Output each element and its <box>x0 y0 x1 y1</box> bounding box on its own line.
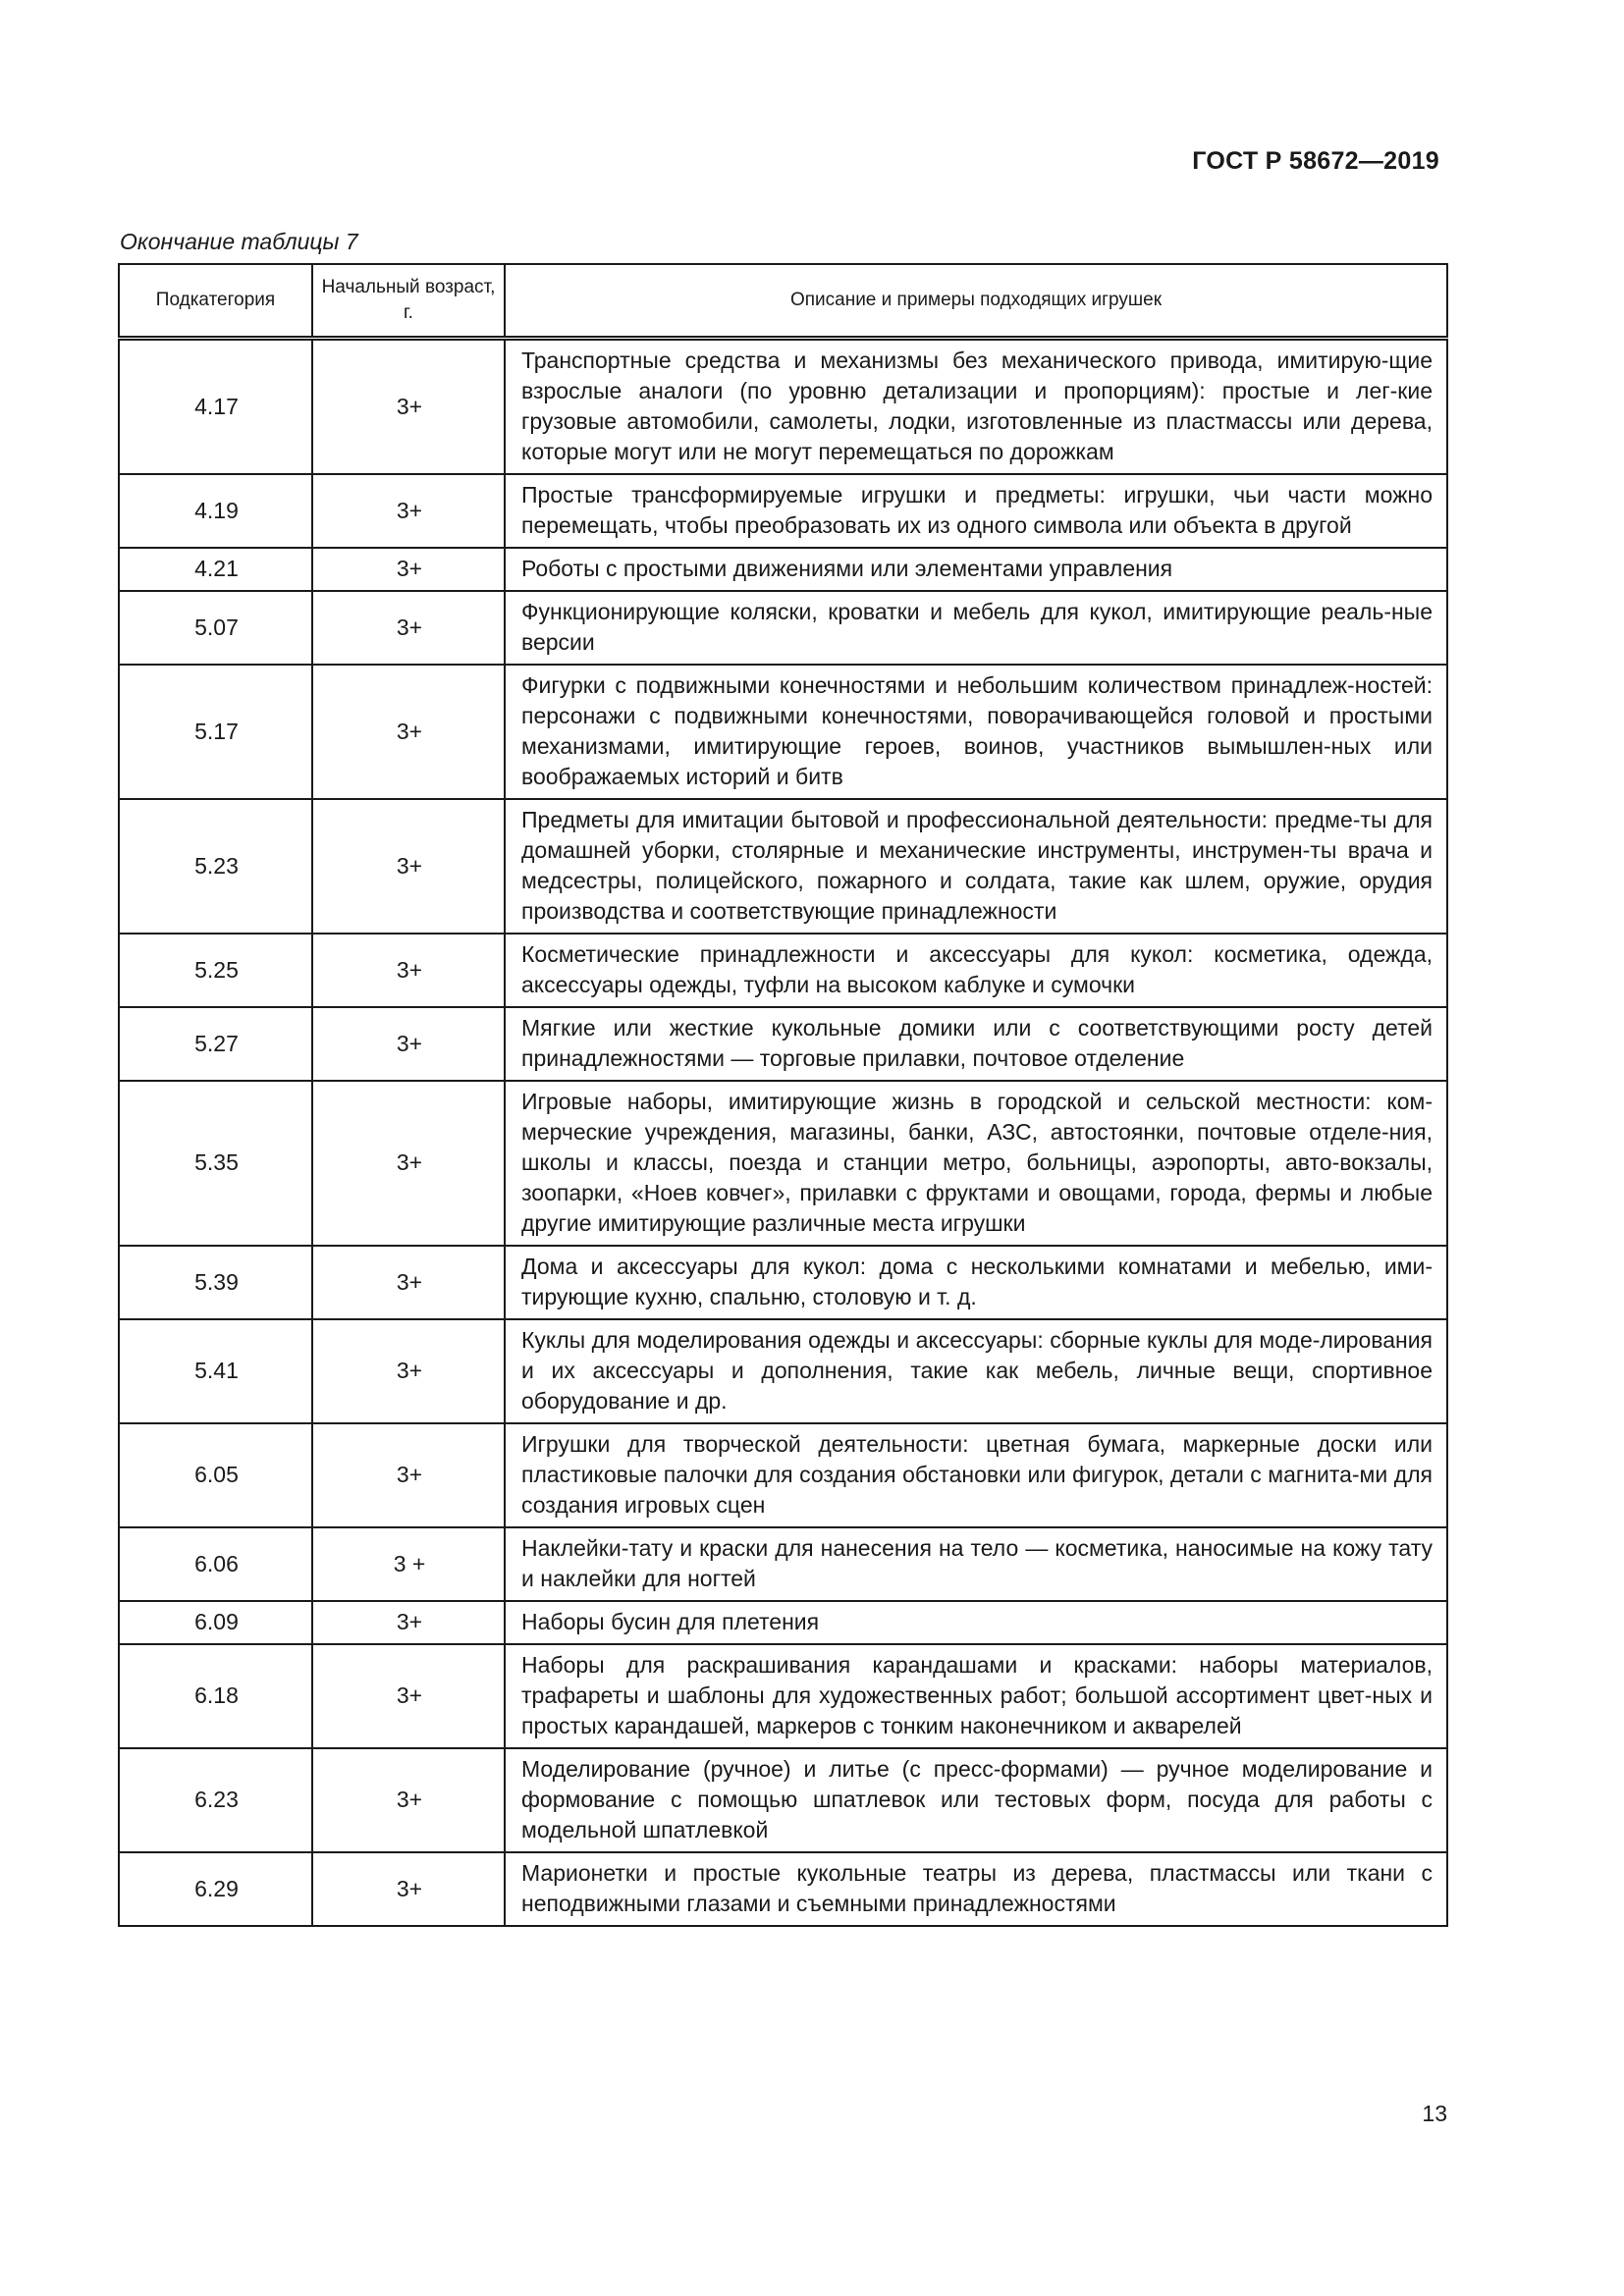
description-cell: Моделирование (ручное) и литье (с пресс-формами) — ручное моделирование и формование с помощью шпатлевок или тестовых форм, посуда для работы с модельной шпатлевкой <box>505 1748 1447 1852</box>
column-header-subcategory: Подкатегория <box>119 264 312 339</box>
description-cell: Наклейки-тату и краски для нанесения на тело — косметика, наносимые на кожу тату и наклейки для ногтей <box>505 1527 1447 1601</box>
document-code: ГОСТ Р 58672—2019 <box>1192 147 1439 175</box>
subcategory-cell: 6.29 <box>119 1852 312 1926</box>
subcategory-cell: 4.19 <box>119 474 312 548</box>
table-row <box>119 934 1447 1007</box>
description-cell: Фигурки с подвижными конечностями и небольшим количеством принадлеж-ностей: персонажи с подвижными конечностями, поворачивающейся головой и простыми механизмами, имитирующие героев, воинов, участников вымышлен-ных или воображаемых историй и битв <box>505 665 1447 799</box>
subcategory-cell: 4.17 <box>119 339 312 475</box>
table-row <box>119 1601 1447 1644</box>
column-header-starting-age: Начальный возраст, г. <box>312 264 505 339</box>
table-row <box>119 1007 1447 1081</box>
subcategory-cell: 5.17 <box>119 665 312 799</box>
subcategory-cell: 6.06 <box>119 1527 312 1601</box>
table-header <box>119 264 1447 339</box>
subcategory-cell: 5.23 <box>119 799 312 934</box>
table-caption: Окончание таблицы 7 <box>120 229 358 254</box>
subcategory-cell: 6.23 <box>119 1748 312 1852</box>
starting-age-cell: 3+ <box>312 1601 505 1644</box>
table-row <box>119 1748 1447 1852</box>
table-body <box>119 339 1447 1927</box>
description-cell: Куклы для моделирования одежды и аксессуары: сборные куклы для моде-лирования и их аксессуары и дополнения, такие как мебель, личные вещи, спортивное оборудование и др. <box>505 1319 1447 1423</box>
subcategory-cell: 5.07 <box>119 591 312 665</box>
description-cell: Наборы для раскрашивания карандашами и красками: наборы материалов, трафареты и шаблоны для художественных работ; большой ассортимент цвет-ных и простых карандашей, маркеров с тонким наконечником и акварелей <box>505 1644 1447 1748</box>
starting-age-cell: 3+ <box>312 934 505 1007</box>
starting-age-cell: 3 + <box>312 1527 505 1601</box>
subcategory-cell: 5.35 <box>119 1081 312 1246</box>
table-row <box>119 1319 1447 1423</box>
starting-age-cell: 3+ <box>312 1007 505 1081</box>
description-cell: Марионетки и простые кукольные театры из дерева, пластмассы или ткани с неподвижными глазами и съемными принадлежностями <box>505 1852 1447 1926</box>
description-cell: Дома и аксессуары для кукол: дома с несколькими комнатами и мебелью, ими-тирующие кухню, спальню, столовую и т. д. <box>505 1246 1447 1319</box>
description-cell: Роботы с простыми движениями или элементами управления <box>505 548 1447 591</box>
starting-age-cell: 3+ <box>312 799 505 934</box>
subcategory-cell: 5.25 <box>119 934 312 1007</box>
toy-subcategory-table <box>118 263 1448 1927</box>
description-cell: Игрушки для творческой деятельности: цветная бумага, маркерные доски или пластиковые палочки для создания обстановки или фигурок, детали с магнита-ми для создания игровых сцен <box>505 1423 1447 1527</box>
subcategory-cell: 5.27 <box>119 1007 312 1081</box>
description-cell: Простые трансформируемые игрушки и предметы: игрушки, чьи части можно перемещать, чтобы преобразовать их из одного символа или объекта в другой <box>505 474 1447 548</box>
starting-age-cell: 3+ <box>312 591 505 665</box>
starting-age-cell: 3+ <box>312 548 505 591</box>
table-row <box>119 665 1447 799</box>
subcategory-cell: 5.39 <box>119 1246 312 1319</box>
table-row <box>119 1644 1447 1748</box>
table-row <box>119 548 1447 591</box>
table-row <box>119 799 1447 934</box>
starting-age-cell: 3+ <box>312 1081 505 1246</box>
subcategory-cell: 4.21 <box>119 548 312 591</box>
subcategory-cell: 6.18 <box>119 1644 312 1748</box>
subcategory-cell: 6.05 <box>119 1423 312 1527</box>
table-row <box>119 1852 1447 1926</box>
table-row <box>119 1423 1447 1527</box>
description-cell: Предметы для имитации бытовой и профессиональной деятельности: предме-ты для домашней уборки, столярные и механические инструменты, инструмен-ты врача и медсестры, полицейского, пожарного и солдата, такие как шлем, оружие, орудия производства и соответствующие принадлежности <box>505 799 1447 934</box>
description-cell: Игровые наборы, имитирующие жизнь в городской и сельской местности: ком-мерческие учреждения, магазины, банки, АЗС, автостоянки, почтовые отделе-ния, школы и классы, поезда и станции метро, больницы, аэропорты, авто-вокзалы, зоопарки, «Ноев ковчег», прилавки с фруктами и овощами, города, фермы и любые другие имитирующие различные места игрушки <box>505 1081 1447 1246</box>
starting-age-cell: 3+ <box>312 339 505 475</box>
table-header-row <box>119 264 1447 339</box>
description-cell: Наборы бусин для плетения <box>505 1601 1447 1644</box>
table-row <box>119 1527 1447 1601</box>
subcategory-cell: 5.41 <box>119 1319 312 1423</box>
starting-age-cell: 3+ <box>312 1852 505 1926</box>
subcategory-cell: 6.09 <box>119 1601 312 1644</box>
starting-age-cell: 3+ <box>312 1423 505 1527</box>
starting-age-cell: 3+ <box>312 1748 505 1852</box>
description-cell: Косметические принадлежности и аксессуары для кукол: косметика, одежда, аксессуары одежды, туфли на высоком каблуке и сумочки <box>505 934 1447 1007</box>
starting-age-cell: 3+ <box>312 474 505 548</box>
starting-age-cell: 3+ <box>312 1246 505 1319</box>
starting-age-cell: 3+ <box>312 1644 505 1748</box>
table-row <box>119 1246 1447 1319</box>
description-cell: Транспортные средства и механизмы без механического привода, имитирую-щие взрослые аналоги (по уровню детализации и пропорциям): простые и лег-кие грузовые автомобили, самолеты, лодки, изготовленные из пластмассы или дерева, которые могут или не могут перемещаться по дорожкам <box>505 339 1447 475</box>
starting-age-cell: 3+ <box>312 1319 505 1423</box>
table-row <box>119 339 1447 475</box>
page-number: 13 <box>1422 2101 1447 2126</box>
description-cell: Функционирующие коляски, кроватки и мебель для кукол, имитирующие реаль-ные версии <box>505 591 1447 665</box>
description-cell: Мягкие или жесткие кукольные домики или с соответствующими росту детей принадлежностями — торговые прилавки, почтовое отделение <box>505 1007 1447 1081</box>
table-row <box>119 1081 1447 1246</box>
starting-age-cell: 3+ <box>312 665 505 799</box>
table-row <box>119 591 1447 665</box>
table-row <box>119 474 1447 548</box>
column-header-description: Описание и примеры подходящих игрушек <box>505 264 1447 339</box>
